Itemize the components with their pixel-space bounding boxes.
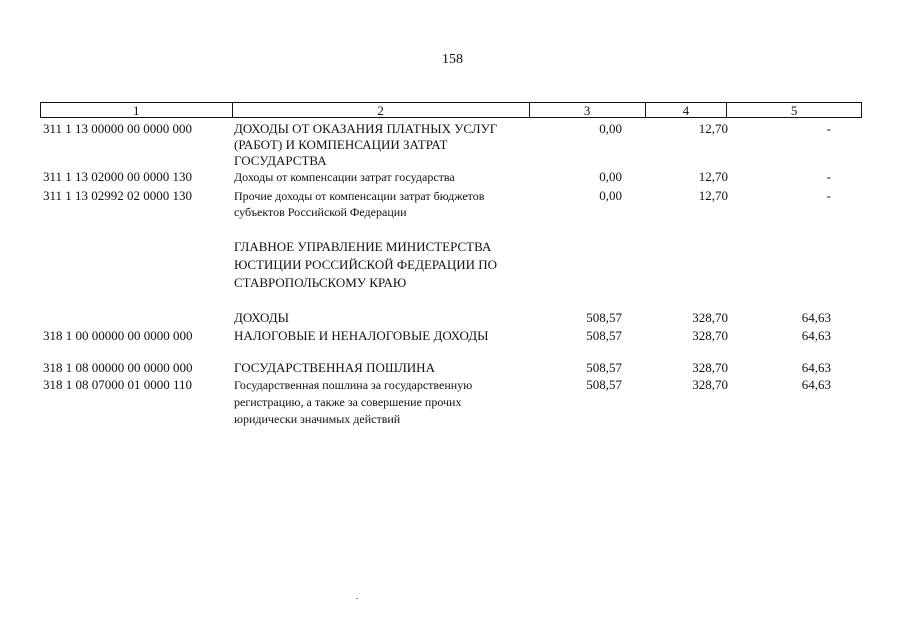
column-header-2: 2 bbox=[233, 103, 530, 117]
row-value-col5: - bbox=[826, 188, 831, 203]
row-value-col3: 508,57 bbox=[586, 360, 622, 375]
row-name: Доходы от компенсации затрат государства bbox=[234, 170, 455, 184]
row-value-col5: 64,63 bbox=[801, 310, 831, 325]
table-row bbox=[0, 377, 905, 428]
table-row bbox=[0, 188, 905, 220]
row-value-col3: 0,00 bbox=[599, 188, 622, 203]
row-code: 311 1 13 02000 00 0000 130 bbox=[43, 169, 193, 184]
row-value-col5: - bbox=[826, 169, 831, 184]
row-value-col3: 0,00 bbox=[599, 169, 622, 184]
row-value-col5: - bbox=[826, 121, 831, 136]
row-code: 318 1 08 07000 01 0000 110 bbox=[43, 377, 193, 392]
table-row bbox=[0, 121, 905, 169]
page-number: 158 bbox=[442, 52, 463, 67]
column-header-1: 1 bbox=[41, 103, 233, 117]
row-value-col4: 12,70 bbox=[698, 121, 728, 136]
row-name: Прочие доходы от компенсации затрат бюджетов субъектов Российской Федерации bbox=[234, 189, 485, 219]
row-name: ДОХОДЫ ОТ ОКАЗАНИЯ ПЛАТНЫХ УСЛУГ (РАБОТ) И КОМПЕНСАЦИИ ЗАТРАТ ГОСУДАРСТВА bbox=[234, 121, 498, 168]
table-row-section-title bbox=[0, 238, 905, 292]
row-value-col4: 328,70 bbox=[692, 377, 728, 392]
row-value-col5: 64,63 bbox=[801, 377, 831, 392]
row-name: НАЛОГОВЫЕ И НЕНАЛОГОВЫЕ ДОХОДЫ bbox=[234, 328, 489, 343]
section-title: ГЛАВНОЕ УПРАВЛЕНИЕ МИНИСТЕРСТВА ЮСТИЦИИ РОССИЙСКОЙ ФЕДЕРАЦИИ ПО СТАВРОПОЛЬСКОМУ КРАЮ bbox=[234, 239, 498, 290]
row-code: 311 1 13 00000 00 0000 000 bbox=[43, 121, 193, 136]
row-code: 311 1 13 02992 02 0000 130 bbox=[43, 188, 193, 203]
row-value-col3: 0,00 bbox=[599, 121, 622, 136]
row-value-col3: 508,57 bbox=[586, 310, 622, 325]
row-code: 318 1 00 00000 00 0000 000 bbox=[43, 328, 193, 343]
table-body bbox=[0, 121, 905, 428]
row-value-col4: 328,70 bbox=[692, 360, 728, 375]
row-name: ГОСУДАРСТВЕННАЯ ПОШЛИНА bbox=[234, 360, 435, 375]
row-value-col5: 64,63 bbox=[801, 328, 831, 343]
row-value-col3: 508,57 bbox=[586, 377, 622, 392]
row-value-col4: 328,70 bbox=[692, 310, 728, 325]
row-name: ДОХОДЫ bbox=[234, 310, 289, 325]
row-value-col5: 64,63 bbox=[801, 360, 831, 375]
table-row bbox=[0, 328, 905, 344]
table-header bbox=[40, 102, 862, 118]
column-header-3: 3 bbox=[530, 103, 646, 117]
column-header-4: 4 bbox=[646, 103, 728, 117]
row-value-col4: 12,70 bbox=[698, 169, 728, 184]
column-header-5: 5 bbox=[790, 103, 798, 118]
row-value-col4: 12,70 bbox=[698, 188, 728, 203]
scan-speck bbox=[356, 598, 358, 599]
row-value-col3: 508,57 bbox=[586, 328, 622, 343]
table-row bbox=[0, 360, 905, 376]
table-row bbox=[0, 310, 905, 326]
row-value-col4: 328,70 bbox=[692, 328, 728, 343]
row-name: Государственная пошлина за государственную регистрацию, а также за совершение прочих юридически значимых действий bbox=[234, 378, 473, 426]
row-code: 318 1 08 00000 00 0000 000 bbox=[43, 360, 193, 375]
table-row bbox=[0, 169, 905, 185]
